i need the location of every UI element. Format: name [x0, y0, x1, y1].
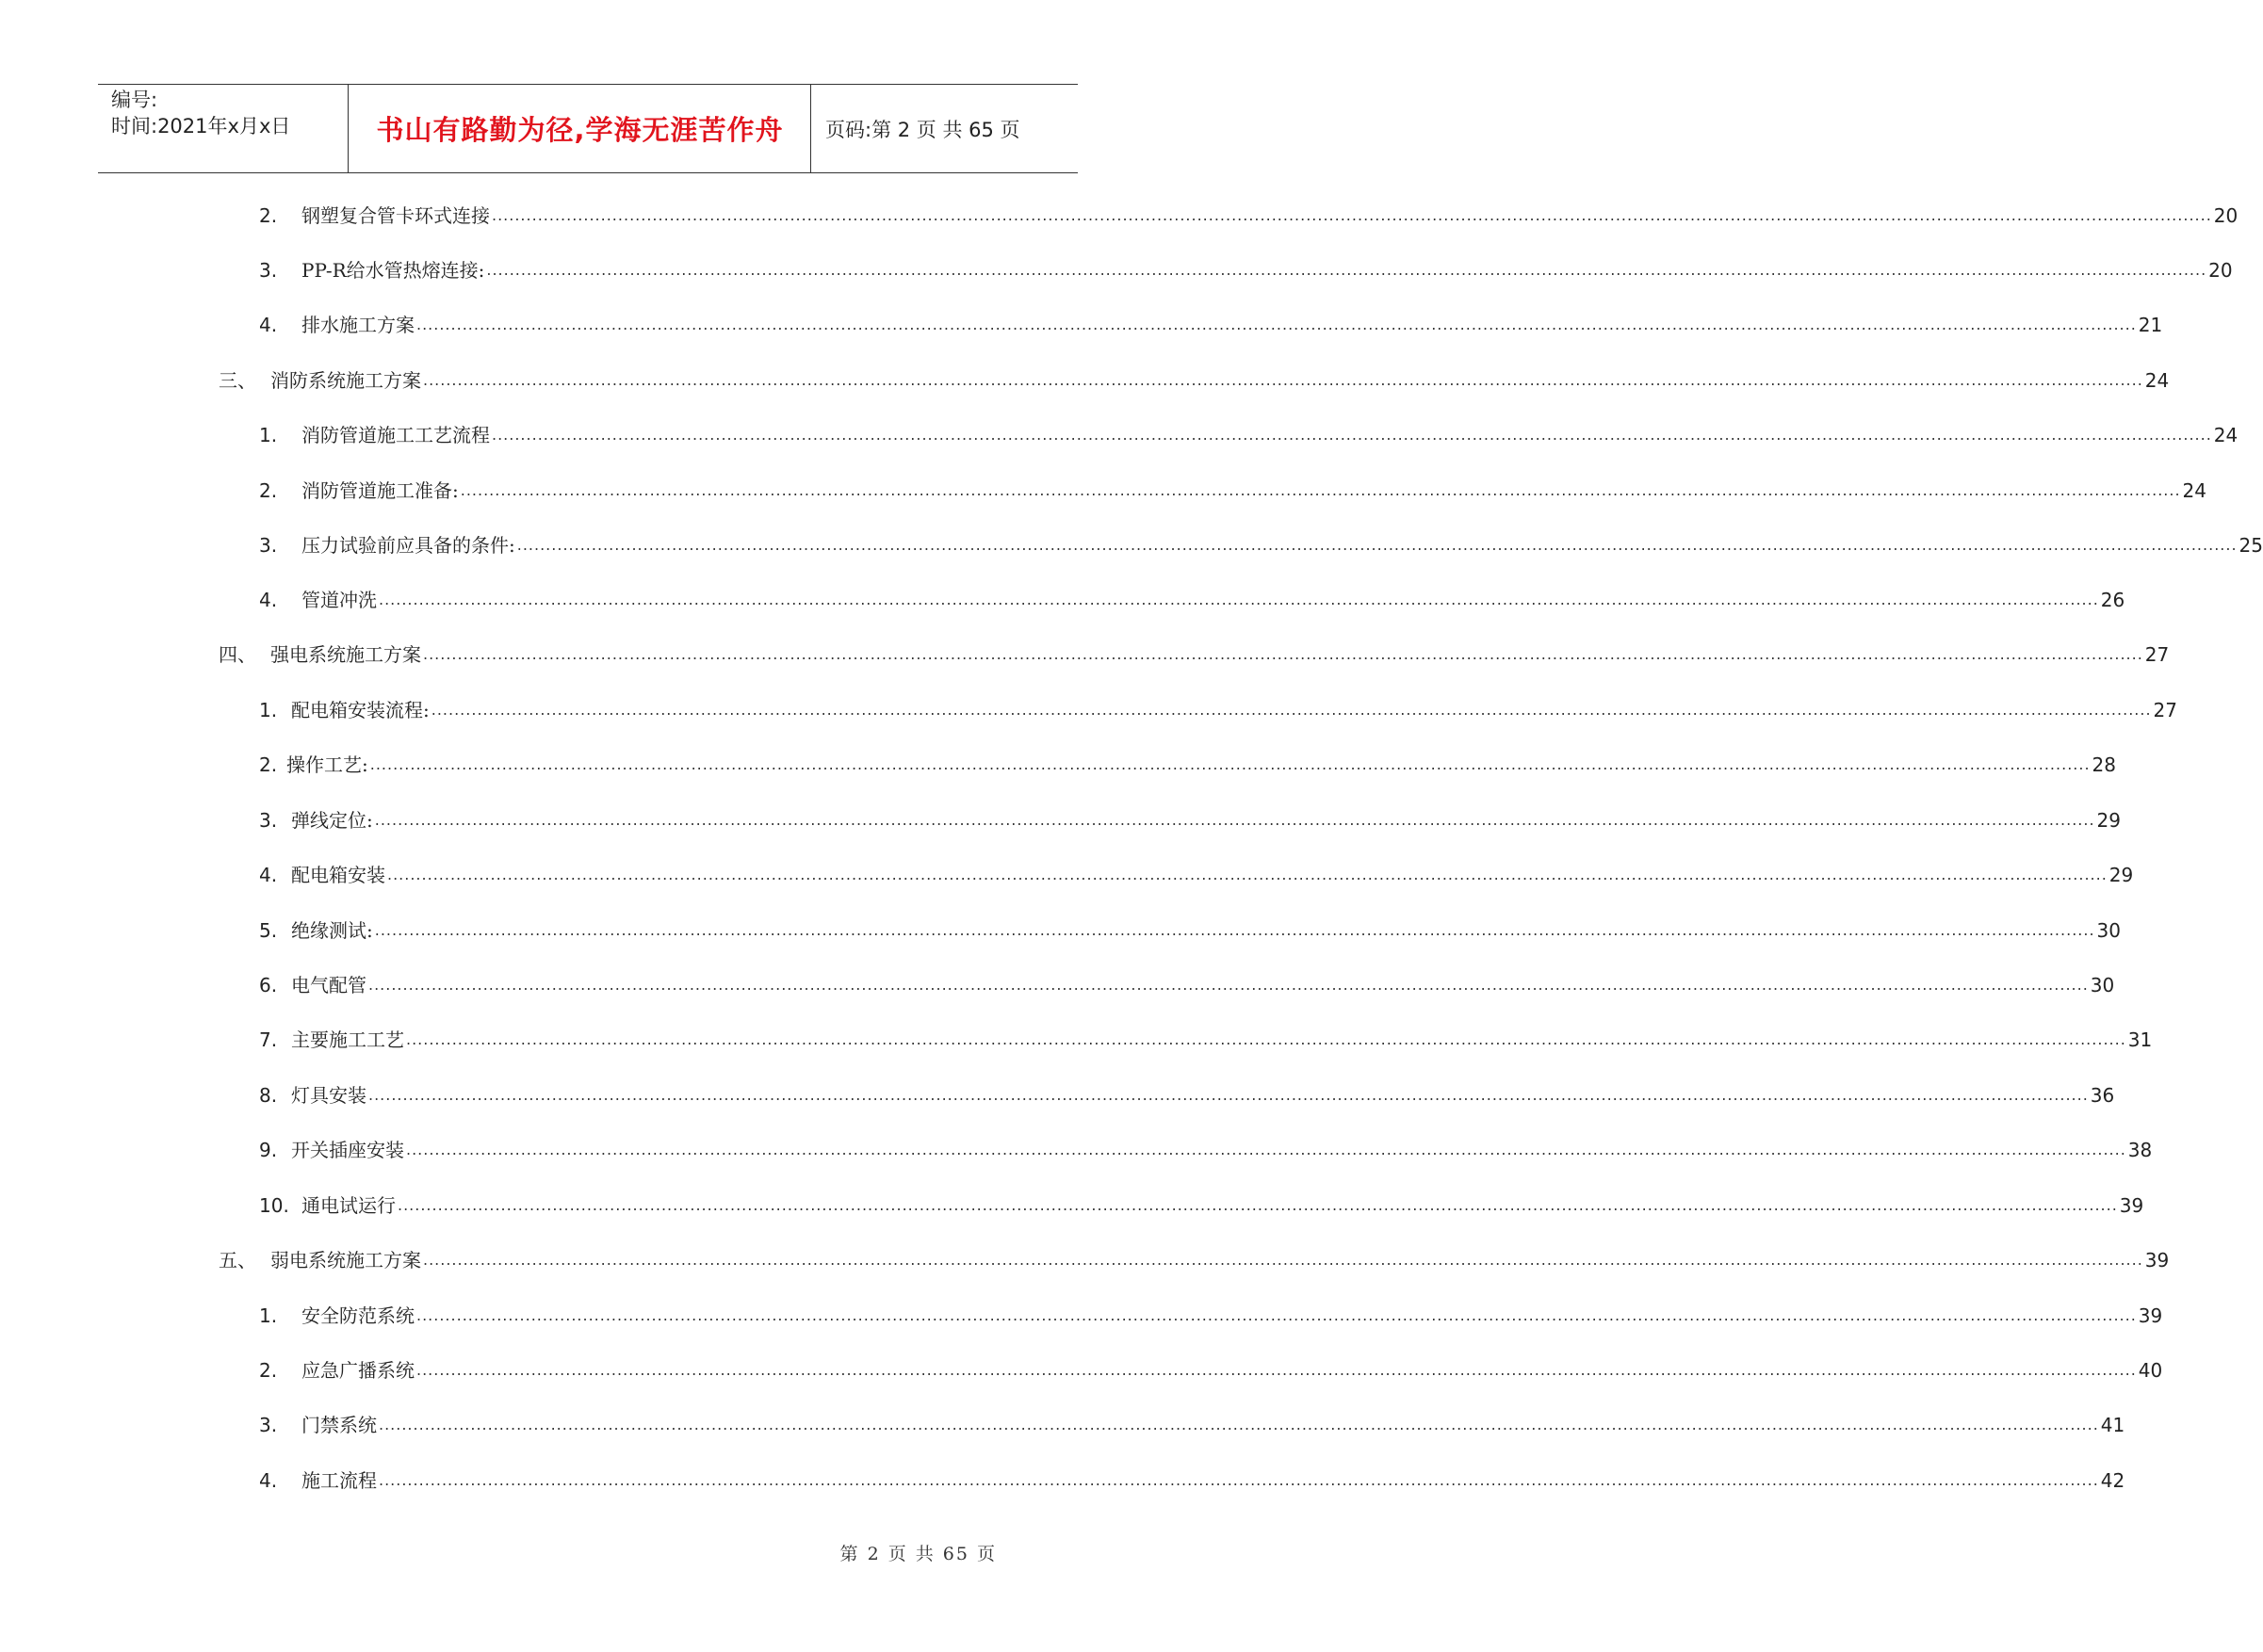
toc-entry-title: 开关插座安装	[291, 1139, 404, 1161]
toc-entry-page: 39	[2119, 1194, 2144, 1217]
toc-entry-page: 25	[2239, 534, 2263, 557]
toc-entry-page: 21	[2138, 314, 2163, 336]
toc-entry-title: 配电箱安装	[291, 864, 385, 886]
toc-entry-title: 操作工艺:	[286, 753, 368, 776]
toc-entry[interactable]	[259, 693, 2177, 721]
toc-entry-number: 2.	[259, 1359, 278, 1382]
toc-entry[interactable]	[259, 474, 2206, 502]
toc-entry-number: 3.	[259, 534, 278, 557]
toc-dot-leader: ............................................................................................................................................................................................................................................................................................................	[374, 811, 2095, 829]
toc-entry-title: 施工流程	[301, 1469, 377, 1492]
toc-entry-title: 通电试运行	[301, 1194, 396, 1217]
toc-entry-page: 29	[2096, 809, 2121, 832]
toc-entry-page: 20	[2208, 259, 2233, 282]
toc-entry-page: 27	[2153, 699, 2177, 721]
toc-entry-page: 41	[2100, 1414, 2125, 1436]
toc-entry[interactable]	[259, 418, 2239, 446]
toc-entry-title: PP-R给水管热熔连接:	[301, 259, 485, 282]
toc-dot-leader: ............................................................................................................................................................................................................................................................................................................	[368, 1086, 2089, 1104]
toc-entry-title: 钢塑复合管卡环式连接	[301, 204, 490, 227]
toc-dot-leader: ............................................................................................................................................................................................................................................................................................................	[374, 921, 2095, 939]
toc-entry-title: 强电系统施工方案	[270, 643, 421, 666]
toc-entry-number: 2.	[259, 753, 278, 776]
toc-entry[interactable]	[259, 914, 2121, 942]
toc-entry-page: 38	[2127, 1139, 2153, 1161]
toc-dot-leader: ............................................................................................................................................................................................................................................................................................................	[423, 371, 2143, 389]
toc-entry-page: 30	[2096, 919, 2121, 942]
toc-dot-leader: ............................................................................................................................................................................................................................................................................................................	[486, 261, 2207, 279]
toc-entry[interactable]	[259, 528, 2263, 557]
toc-entry-page: 39	[2138, 1304, 2163, 1327]
toc-entry-number: 2.	[259, 479, 278, 502]
document-id-label: 编号:	[111, 89, 158, 111]
toc-dot-leader: ............................................................................................................................................................................................................................................................................................................	[398, 1196, 2118, 1214]
toc-dot-leader: ............................................................................................................................................................................................................................................................................................................	[423, 1251, 2143, 1269]
toc-dot-leader: ............................................................................................................................................................................................................................................................................................................	[416, 1306, 2137, 1324]
toc-entry-page: 30	[2090, 974, 2115, 996]
toc-entry-title: 绝缘测试:	[291, 919, 373, 942]
toc-entry[interactable]	[219, 364, 2170, 392]
header-divider	[810, 85, 811, 172]
toc-entry-title: 管道冲洗	[301, 589, 377, 611]
toc-entry-number: 10.	[259, 1194, 289, 1217]
toc-entry-number: 3.	[259, 1414, 278, 1436]
toc-entry[interactable]	[259, 1353, 2163, 1382]
toc-dot-leader: ............................................................................................................................................................................................................................................................................................................	[423, 645, 2143, 663]
toc-entry-number: 2.	[259, 204, 278, 227]
toc-entry[interactable]	[259, 1299, 2163, 1327]
toc-entry-title: 应急广播系统	[301, 1359, 415, 1382]
toc-entry-title: 排水施工方案	[301, 314, 415, 336]
toc-entry-number: 3.	[259, 809, 278, 832]
toc-entry[interactable]	[259, 1189, 2144, 1217]
toc-entry-page: 24	[2213, 424, 2239, 446]
toc-entry-number: 8.	[259, 1084, 278, 1107]
header-meta	[111, 87, 347, 139]
page-footer: 第 2 页 共 65 页	[839, 1544, 997, 1564]
toc-entry[interactable]	[259, 583, 2125, 611]
toc-entry-number: 1.	[259, 424, 278, 446]
toc-entry-page: 42	[2100, 1469, 2125, 1492]
toc-dot-leader: ............................................................................................................................................................................................................................................................................................................	[406, 1030, 2126, 1048]
toc-entry[interactable]	[259, 1023, 2153, 1051]
toc-dot-leader: ............................................................................................................................................................................................................................................................................................................	[369, 755, 2091, 773]
toc-entry-title: 电气配管	[291, 974, 366, 996]
toc-entry-title: 弹线定位:	[291, 809, 373, 832]
header-page-info: 页码:第 2 页 共 65 页	[825, 118, 1020, 141]
toc-dot-leader: ............................................................................................................................................................................................................................................................................................................	[379, 1471, 2099, 1489]
toc-entry-number: 6.	[259, 974, 278, 996]
toc-dot-leader: ............................................................................................................................................................................................................................................................................................................	[431, 701, 2152, 719]
toc-entry-title: 主要施工工艺	[291, 1028, 404, 1051]
toc-entry-page: 20	[2213, 204, 2239, 227]
toc-entry-title: 弱电系统施工方案	[270, 1249, 421, 1271]
toc-entry-page: 40	[2138, 1359, 2163, 1382]
header-divider	[348, 85, 349, 172]
toc-entry[interactable]	[259, 1133, 2153, 1161]
toc-entry[interactable]	[219, 638, 2170, 666]
toc-entry-number: 4.	[259, 1469, 278, 1492]
toc-entry[interactable]	[259, 308, 2163, 336]
toc-entry[interactable]	[259, 253, 2233, 282]
toc-dot-leader: ............................................................................................................................................................................................................................................................................................................	[379, 1416, 2099, 1433]
toc-entry[interactable]	[259, 1408, 2125, 1436]
toc-entry[interactable]	[259, 803, 2121, 832]
toc-entry-number: 四、	[219, 643, 256, 666]
toc-entry[interactable]	[259, 1078, 2115, 1107]
header-motto: 书山有路勤为径,学海无涯苦作舟	[376, 114, 784, 146]
toc-entry-number: 9.	[259, 1139, 278, 1161]
toc-entry-page: 39	[2144, 1249, 2170, 1271]
toc-entry-number: 三、	[219, 369, 256, 392]
toc-entry-page: 28	[2092, 753, 2116, 776]
page-header	[98, 84, 1078, 173]
toc-entry-number: 7.	[259, 1028, 278, 1051]
toc-entry[interactable]	[219, 1243, 2170, 1271]
toc-entry-page: 27	[2144, 643, 2170, 666]
toc-entry[interactable]	[259, 748, 2116, 776]
toc-dot-leader: ............................................................................................................................................................................................................................................................................................................	[387, 866, 2108, 883]
toc-dot-leader: ............................................................................................................................................................................................................................................................................................................	[492, 206, 2212, 224]
toc-entry-number: 五、	[219, 1249, 256, 1271]
toc-entry-page: 24	[2182, 479, 2206, 502]
toc-dot-leader: ............................................................................................................................................................................................................................................................................................................	[516, 536, 2238, 554]
toc-entry-title: 安全防范系统	[301, 1304, 415, 1327]
toc-entry-title: 压力试验前应具备的条件:	[301, 534, 515, 557]
toc-dot-leader: ............................................................................................................................................................................................................................................................................................................	[416, 1361, 2137, 1379]
toc-entry-title: 消防管道施工工艺流程	[301, 424, 490, 446]
toc-entry-title: 门禁系统	[301, 1414, 377, 1436]
toc-entry-number: 1.	[259, 1304, 278, 1327]
toc-entry-number: 5.	[259, 919, 278, 942]
toc-entry[interactable]	[259, 1464, 2125, 1492]
document-time-label: 时间:2021年x月x日	[111, 115, 291, 138]
toc-entry[interactable]	[259, 858, 2134, 886]
toc-entry[interactable]	[259, 199, 2239, 227]
toc-entry-number: 3.	[259, 259, 278, 282]
toc-entry[interactable]	[259, 968, 2115, 996]
toc-dot-leader: ............................................................................................................................................................................................................................................................................................................	[492, 426, 2212, 444]
toc-entry-title: 配电箱安装流程:	[291, 699, 430, 721]
toc-dot-leader: ............................................................................................................................................................................................................................................................................................................	[416, 316, 2137, 333]
toc-entry-number: 4.	[259, 864, 278, 886]
toc-entry-number: 4.	[259, 314, 278, 336]
toc-dot-leader: ............................................................................................................................................................................................................................................................................................................	[368, 976, 2089, 994]
toc-dot-leader: ............................................................................................................................................................................................................................................................................................................	[406, 1141, 2126, 1158]
toc-entry-page: 31	[2127, 1028, 2153, 1051]
toc-entry-title: 消防系统施工方案	[270, 369, 421, 392]
toc-entry-title: 消防管道施工准备:	[301, 479, 459, 502]
toc-entry-number: 1.	[259, 699, 278, 721]
toc-entry-page: 26	[2100, 589, 2125, 611]
toc-dot-leader: ............................................................................................................................................................................................................................................................................................................	[379, 591, 2099, 608]
toc-dot-leader: ............................................................................................................................................................................................................................................................................................................	[460, 481, 2181, 499]
toc-entry-page: 29	[2108, 864, 2134, 886]
toc-entry-page: 36	[2090, 1084, 2115, 1107]
toc-entry-number: 4.	[259, 589, 278, 611]
toc-entry-page: 24	[2144, 369, 2170, 392]
toc-entry-title: 灯具安装	[291, 1084, 366, 1107]
